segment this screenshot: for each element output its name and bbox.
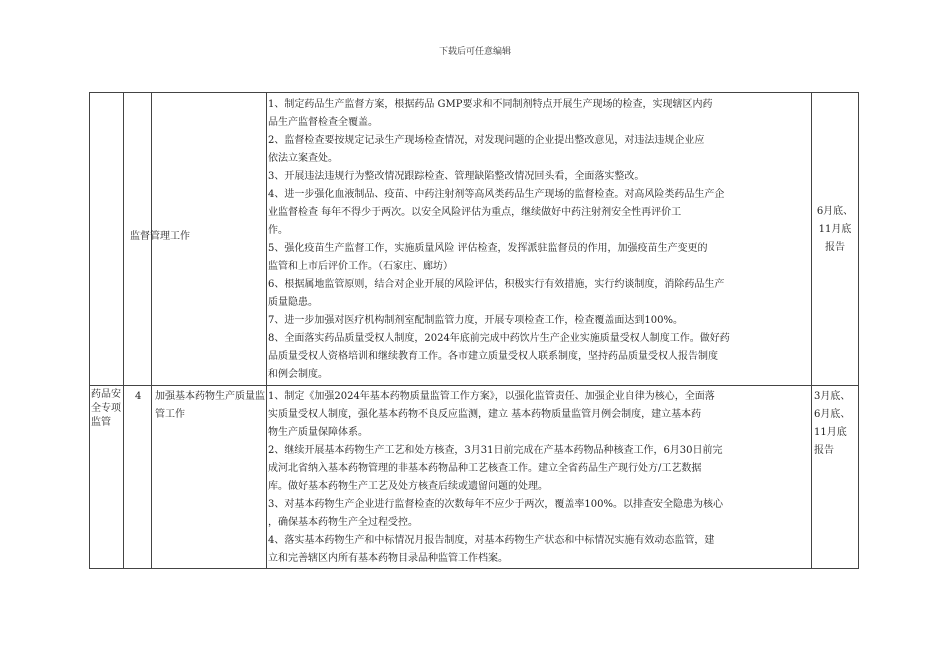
row1-line-12: 质量隐患。 [268, 297, 318, 308]
row1-line-2: 品生产监督检查全覆盖。 [268, 117, 378, 128]
row1-line-13: 7、进一步加强对医疗机构制剂室配制监管力度，开展专项检查工作，检查覆盖面达到100%。 [268, 315, 683, 326]
row1-deadline: 6月底、11月底报告 [816, 206, 854, 253]
row2-line-3: 物生产质量保障体系。 [268, 427, 368, 438]
row2-line-8: ，确保基本药物生产全过程受控。 [268, 517, 418, 528]
row1-line-9: 5、强化疫苗生产监督工作，实施质量风险 评估检查，发挥派驻监督员的作用，加强疫苗生产变更的 [268, 243, 708, 254]
row2-line-7: 3、对基本药物生产企业进行监督检查的次数每年不应少于两次，覆盖率100%。以排查安全隐患为核心 [268, 499, 723, 510]
row1-line-5: 3、开展违法违规行为整改情况跟踪检查、管理缺陷整改情况回头看，全面落实整改。 [268, 171, 645, 182]
row1-line-11: 6、根据属地监管原则，结合对企业开展的风险评估，积极实行有效措施，实行约谈制度，消除药品生产 [268, 279, 725, 290]
row1-line-15: 品质量受权人资格培训和继续教育工作。各市建立质量受权人联系制度，坚持药品质量受权人报告制度 [268, 351, 718, 362]
row2-line-1: 1、制定《加强2024年基本药物质量监管工作方案》，以强化监管责任、加强企业自律为核心，全面落 [268, 391, 715, 402]
row2-line-10: 立和完善辖区内所有基本药物目录品种监管工作档案。 [268, 553, 508, 564]
row2-line-5: 成河北省纳入基本药物管理的非基本药物品种工艺核查工作。建立全省药品生产现行处方/工艺数据 [268, 463, 702, 474]
row2-line-2: 实质量受权人制度，强化基本药物不良反应监测，建立 基本药物质量监管月例会制度，建立基本药 [268, 409, 702, 420]
row1-line-10: 监管和上市后评价工作。（石家庄、廊坊） [268, 261, 453, 272]
page-header-note: 下载后可任意编辑 [438, 47, 511, 57]
row2-line-9: 4、落实基本药物生产和中标情况月报告制度，对基本药物生产状态和中标情况实施有效动态监管，建 [268, 535, 715, 546]
row1-line-6: 4、进一步强化血液制品、疫苗、中药注射剂等高风类药品生产现场的监督检查。对高风险类药品生产企 [268, 189, 725, 200]
row1-line-14: 8、全面落实药品质量受权人制度，2024年底前完成中药饮片生产企业实施质量受权人制度工作。做好药 [268, 333, 730, 344]
row1-line-1: 1、制定药品生产监督方案，根据药品 GMP要求和不同制剂特点开展生产现场的检查，实现辖区内药 [268, 99, 713, 110]
row1-line-16: 和例会制度。 [268, 369, 328, 380]
row2-deadline: 3月底、6月底、11月底报告 [814, 391, 851, 456]
row1-line-8: 作。 [268, 225, 288, 236]
row1-line-7: 业监督检查 每年不得少于两次。以安全风险评估为重点，继续做好中药注射剂安全性再评价工 [268, 207, 682, 218]
row2-task: 加强基本药物生产质量监管工作 [155, 391, 265, 420]
row2-number: 4 [135, 391, 142, 402]
row2-line-6: 库。做好基本药物生产工艺及处方核查后续或遗留问题的处理。 [268, 481, 548, 492]
row1-task: 监督管理工作 [130, 231, 190, 242]
row2-line-4: 2、继续开展基本药物生产工艺和处方核查，3月31日前完成在产基本药物品种核查工作，6月30日前完 [268, 445, 723, 456]
row2-category: 药品安全专项监管 [91, 389, 121, 428]
row1-line-3: 2、监督检查要按规定记录生产现场检查情况，对发现问题的企业提出整改意见，对违法违规企业应 [268, 135, 705, 146]
row1-line-4: 依法立案查处。 [268, 153, 338, 164]
